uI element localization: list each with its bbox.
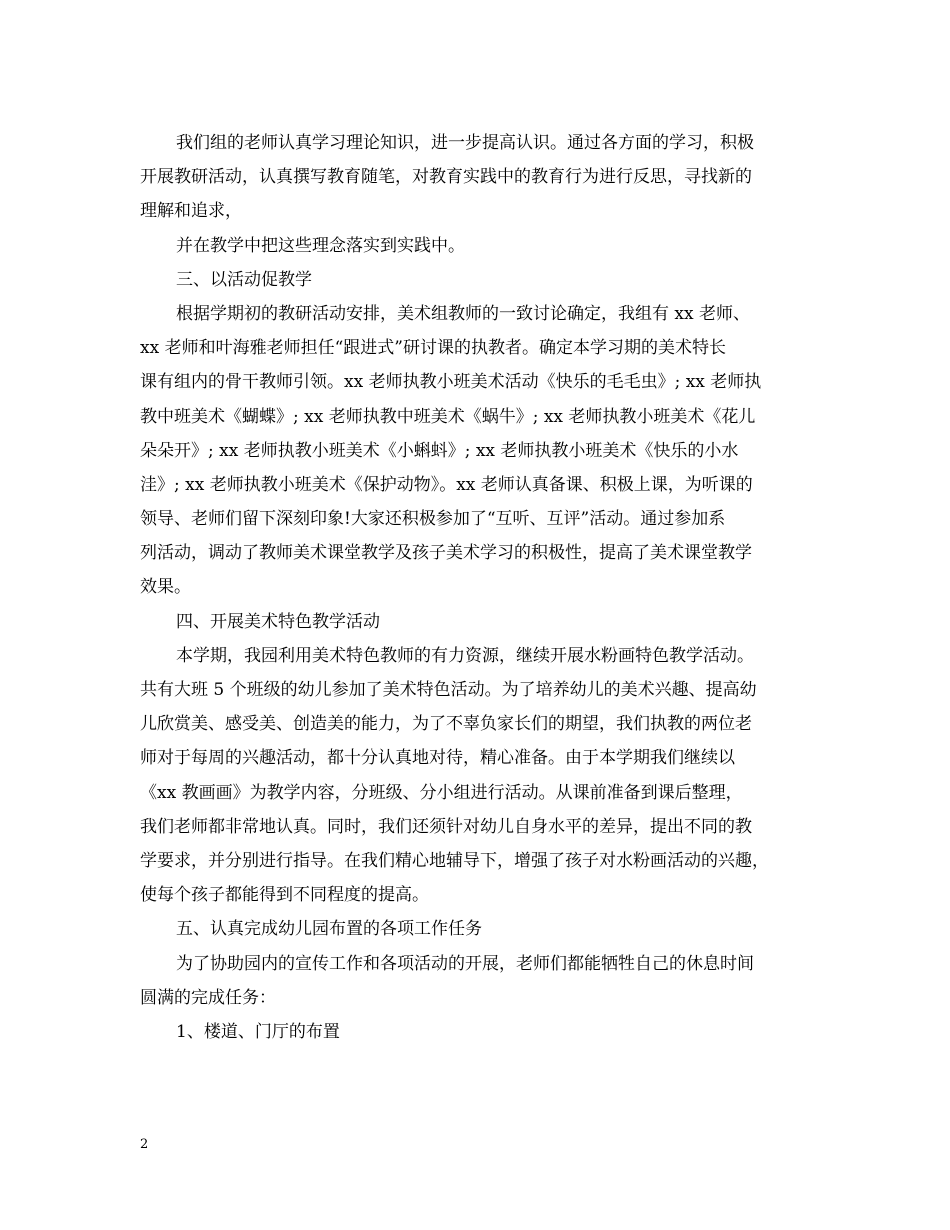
text-line: 并在教学中把这些理念落实到实践中。 xyxy=(176,235,465,256)
text-line: 圆满的完成任务： xyxy=(140,987,276,1008)
page-number: 2 xyxy=(140,1137,149,1152)
text-line: 1、楼道、门厅的布置 xyxy=(176,1021,340,1042)
text-line: 五、认真完成幼儿园布置的各项工作任务 xyxy=(176,919,482,940)
text-line: 效果。 xyxy=(140,577,191,598)
document-body xyxy=(140,126,830,1049)
text-line: 领导、老师们留下深刻印象!大家还积极参加了“互听、互评”活动。通过参加系 xyxy=(140,509,726,530)
text-line: 儿欣赏美、感受美、创造美的能力，为了不辜负家长们的期望，我们执教的两位老 xyxy=(140,714,752,735)
text-line: 学要求，并分别进行指导。在我们精心地辅导下，增强了孩子对水粉画活动的兴趣， xyxy=(140,850,769,871)
text-line: 洼》; xx 老师执教小班美术《保护动物》。xx 老师认真备课、积极上课，为听课的 xyxy=(140,474,753,495)
text-line: 理解和追求， xyxy=(140,201,242,222)
text-line: 我们组的老师认真学习理论知识，进一步提高认识。通过各方面的学习，积极 xyxy=(176,133,754,153)
text-line: 为了协助园内的宣传工作和各项活动的开展，老师们都能牺牲自己的休息时间 xyxy=(176,953,754,974)
text-line: 师对于每周的兴趣活动，都十分认真地对待，精心准备。由于本学期我们继续以 xyxy=(140,748,735,769)
text-line: 《xx 教画画》为教学内容，分班级、分小组进行活动。从课前准备到课后整理， xyxy=(140,782,743,803)
text-line: 开展教研活动，认真撰写教育随笔，对教育实践中的教育行为进行反思，寻找新的 xyxy=(140,167,752,188)
text-line: 使每个孩子都能得到不同程度的提高。 xyxy=(140,885,429,906)
text-line: 四、开展美术特色教学活动 xyxy=(176,611,380,632)
text-line: 课有组内的骨干教师引领。xx 老师执教小班美术活动《快乐的毛毛虫》; xx 老师执 xyxy=(140,372,762,393)
text-line: 我们老师都非常地认真。同时，我们还须针对幼儿自身水平的差异，提出不同的教 xyxy=(140,816,752,837)
text-line: 根据学期初的教研活动安排，美术组教师的一致讨论确定，我组有 xx 老师、 xyxy=(176,303,750,324)
text-line: xx 老师和叶海雅老师担任“跟进式”研讨课的执教者。确定本学习期的美术特长 xyxy=(140,338,726,359)
text-line: 朵朵开》; xx 老师执教小班美术《小蝌蚪》; xx 老师执教小班美术《快乐的小水 xyxy=(140,440,739,461)
text-line: 共有大班 5 个班级的幼儿参加了美术特色活动。为了培养幼儿的美术兴趣、提高幼 xyxy=(140,680,757,700)
text-line: 本学期，我园利用美术特色教师的有力资源，继续开展水粉画特色教学活动。 xyxy=(176,645,754,666)
text-line: 列活动，调动了教师美术课堂教学及孩子美术学习的积极性，提高了美术课堂教学 xyxy=(140,543,752,564)
text-line: 教中班美术《蝴蝶》; xx 老师执教中班美术《蜗牛》; xx 老师执教小班美术《花儿 xyxy=(140,406,756,427)
text-line: 三、以活动促教学 xyxy=(176,269,312,290)
